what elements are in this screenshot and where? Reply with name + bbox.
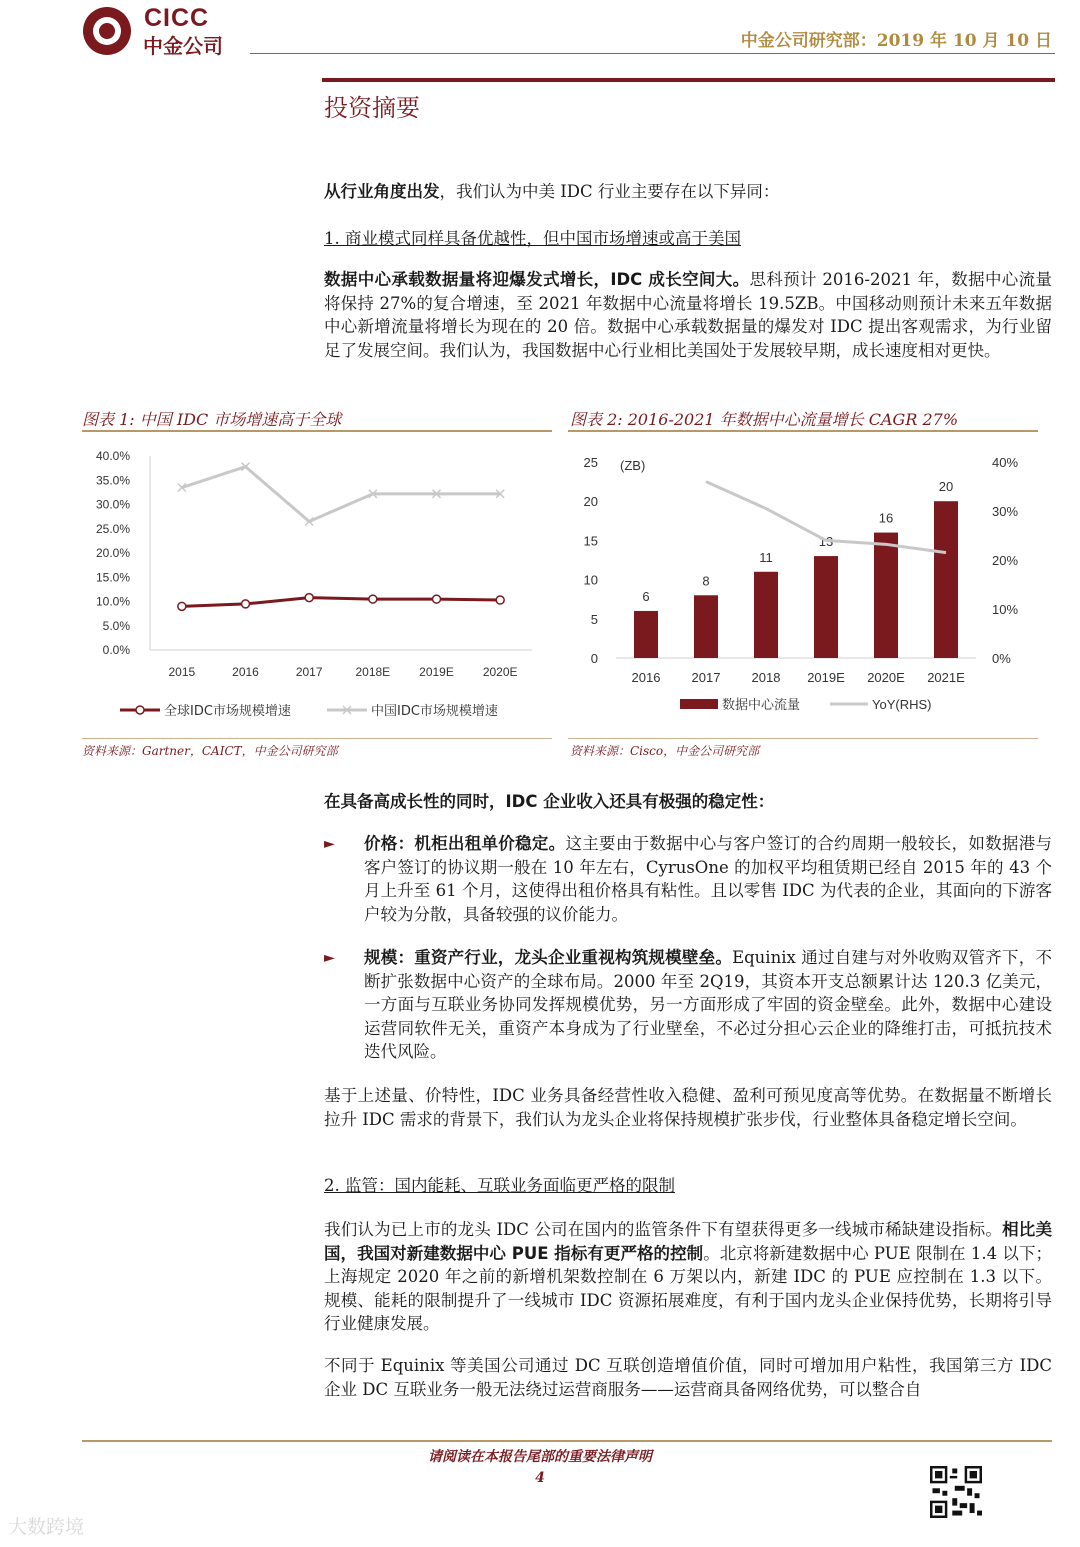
bar-data-label: 20 [938,479,954,495]
section2-heading: 2. 监管：国内能耗、互联业务面临更严格的限制 [324,1176,675,1195]
y-right-tick-label: 20% [992,553,1019,568]
bullet-2 [364,946,1052,1064]
x-tick-label: 2019E [419,665,454,679]
y-right-tick-label: 10% [992,602,1019,617]
cicc-logo-icon [82,6,132,56]
x-tick-label: 2017 [295,665,323,679]
data-point [242,600,250,608]
y-tick-label: 30.0% [95,497,130,512]
qr-code-icon [930,1466,982,1518]
y-left-tick-label: 15 [583,533,598,549]
y-left-tick-label: 10 [583,572,598,588]
figure1-source: 资料来源：Gartner，CAICT，中金公司研究部 [82,744,338,758]
legend-label: 全球IDC市场规模增速 [164,704,291,719]
data-point [305,594,313,602]
y-tick-label: 0.0% [102,643,130,657]
intro-bold: 从行业角度出发 [324,182,440,201]
y-tick-label: 5.0% [102,618,130,633]
paragraph-2: 基于上述量、价特性，IDC 业务具备经营性收入稳健、盈利可预见度高等优势。在数据量不断增长拉升 IDC 需求的背景下，我们认为龙头企业将保持规模扩张步伐，行业整体具备稳定增长空间。 [324,1086,1052,1129]
y-tick-label: 15.0% [95,570,130,585]
para1-bold: 数据中心承载数据量将迎爆发式增长，IDC 成长空间大。 [324,270,750,289]
y-right-tick-label: 40% [992,455,1019,470]
figure1-chart [82,440,552,735]
y-left-tick-label: 20 [583,494,598,510]
y-left-tick-label: 5 [590,611,598,627]
bullet-2-bold: 规模：重资产行业，龙头企业重视构筑规模壁垒。 [364,948,733,967]
figure1-title: 图表 1: 中国 IDC 市场增速高于全球 [82,410,342,429]
paragraph-4: 不同于 Equinix 等美国公司通过 DC 互联创造增值价值，同时可增加用户粘性，我国第三方 IDC 企业 DC 互联业务一般无法绕过运营商服务——运营商具备网络优势，可以整合自 [324,1356,1052,1399]
section1-heading: 1. 商业模式同样具备优越性，但中国市场增速或高于美国 [324,229,741,248]
figure2-bottom-rule [568,738,1038,739]
x-tick-label: 2016 [631,670,661,685]
series-line [182,467,500,522]
y-unit-label: (ZB) [620,458,646,473]
legend-label: 数据中心流量 [722,698,801,713]
y-left-tick-label: 25 [583,455,598,470]
header-date: 中金公司研究部：2019 年 10 月 10 日 [740,31,1052,51]
legend-swatch-bar [680,699,718,709]
bar-data-label: 13 [818,534,834,550]
bar [874,533,898,658]
bar [934,501,958,658]
para3-bold: 相比美国，我国对新建数据中心 PUE 指标有更严格的控制 [324,1220,1052,1263]
figure1-top-rule [82,430,552,432]
para3-pre: 我们认为已上市的龙头 IDC 公司在国内的监管条件下有望获得更多一线城市稀缺建设指标。 [324,1220,1003,1239]
footer-rule [82,1440,1052,1442]
x-tick-label: 2015 [168,665,196,679]
x-tick-label: 2018E [355,665,391,679]
page-number: 4 [535,1470,545,1486]
bullet-2-rest: Equinix 通过自建与对外收购双管齐下，不断扩张数据中心资产的全球布局。2000 年至 2Q19，其资本开支总额累计达 120.3 亿美元，一方面与互联业务协同发挥规模优势，另一方面形成了牢固的资金壁垒。此外，数据中心建设运营同软件无关，重资产本身成为了行业壁垒，不必过分担心云企业的降维打击，可抵抗技术迭代风险。 [364,948,1053,1061]
y-right-tick-label: 30% [992,504,1019,519]
y-tick-label: 40.0% [95,449,130,463]
bar [814,556,838,658]
x-tick-label: 2017 [691,670,721,685]
figure1-bottom-rule [82,738,552,739]
y-tick-label: 10.0% [95,594,130,609]
title-bar [322,78,1055,82]
para1-rest: 思科预计 2016-2021 年，数据中心流量将保持 27%的复合增速，至 2021 年数据中心流量将增长 19.5ZB。中国移动则预计未来五年数据中心新增流量将增长为现在的 20 倍。数据中心承载数据量的爆发对 IDC 提出客观需求，为行业留足了发展空间。我们认为，我国数据中心行业相比美国处于发展较早期，成长速度相对更快。 [324,270,1052,360]
figure2-source: 资料来源：Cisco，中金公司研究部 [570,744,760,758]
x-tick-label: 2018 [751,670,781,685]
paragraph-3 [324,1218,1052,1336]
legend-label: 中国IDC市场规模增速 [371,704,498,719]
para3-post: 。北京将新建数据中心 PUE 限制在 1.4 以下；上海规定 2020 年之前的新增机架数控制在 6 万架以内，新建 IDC 的 PUE 应控制在 1.3 以下。规模、能耗的限制提升了一线城市 IDC 资源拓展难度，有利于国内龙头企业保持优势，长期将引导行业健康发展。 [324,1243,1052,1333]
data-point [496,596,504,604]
legal-notice: 请阅读在本报告尾部的重要法律声明 [428,1449,652,1465]
watermark: 大数跨境 [8,1516,85,1538]
figure2-title: 图表 2: 2016-2021 年数据中心流量增长 CAGR 27% [570,410,959,429]
y-tick-label: 20.0% [95,546,130,560]
stability-intro-text: 在具备高成长性的同时，IDC 企业收入还具有极强的稳定性： [324,792,775,811]
data-point [369,595,377,603]
bar [634,611,658,658]
logo-text-cn: 中金公司 [143,34,223,58]
bullet-1-icon: ► [324,836,335,852]
data-point [433,595,441,603]
x-tick-label: 2016 [232,665,259,679]
paragraph-1 [324,268,1052,362]
x-tick-label: 2020E [482,665,518,679]
intro-rest: ，我们认为中美 IDC 行业主要存在以下异同： [439,182,780,201]
y-tick-label: 25.0% [95,521,130,536]
data-point [178,602,186,610]
bar-data-label: 11 [759,549,773,565]
x-tick-label: 2020E [867,670,905,685]
y-left-tick-label: 0 [590,651,598,666]
logo-text-en: CICC [144,4,210,32]
x-tick-label: 2019E [807,670,845,685]
bar [754,572,778,658]
bar-data-label: 6 [642,588,650,604]
x-tick-label: 2021E [927,670,965,685]
page-title: 投资摘要 [324,94,420,122]
figure2-top-rule [568,430,1038,432]
series-line [182,598,500,607]
bullet-2-icon: ► [324,950,335,966]
legend-marker [136,706,144,714]
y-right-tick-label: 0% [992,651,1011,666]
header-rule [250,53,1055,54]
bullet-1-rest: 这主要由于数据中心与客户签订的合约周期一般较长，如数据港与客户签订的协议期一般在 10 年左右，CyrusOne 的加权平均租赁期已经自 2015 年的 43 个月上升至 61 个月，这使得出租价格具有粘性。且以零售 IDC 为代表的企业，其面向的下游客户较为分散，具备较强的议价能力。 [364,834,1053,924]
legend-label: YoY(RHS) [872,697,932,712]
intro-paragraph [324,180,1052,204]
y-tick-label: 35.0% [95,473,130,488]
bar [694,595,718,658]
bullet-1 [364,832,1052,926]
bar-data-label: 16 [878,510,894,526]
stability-intro [324,790,1052,814]
bullet-1-bold: 价格：机柜出租单价稳定。 [364,834,566,853]
bar-data-label: 8 [702,573,710,589]
figure2-chart [568,440,1038,735]
